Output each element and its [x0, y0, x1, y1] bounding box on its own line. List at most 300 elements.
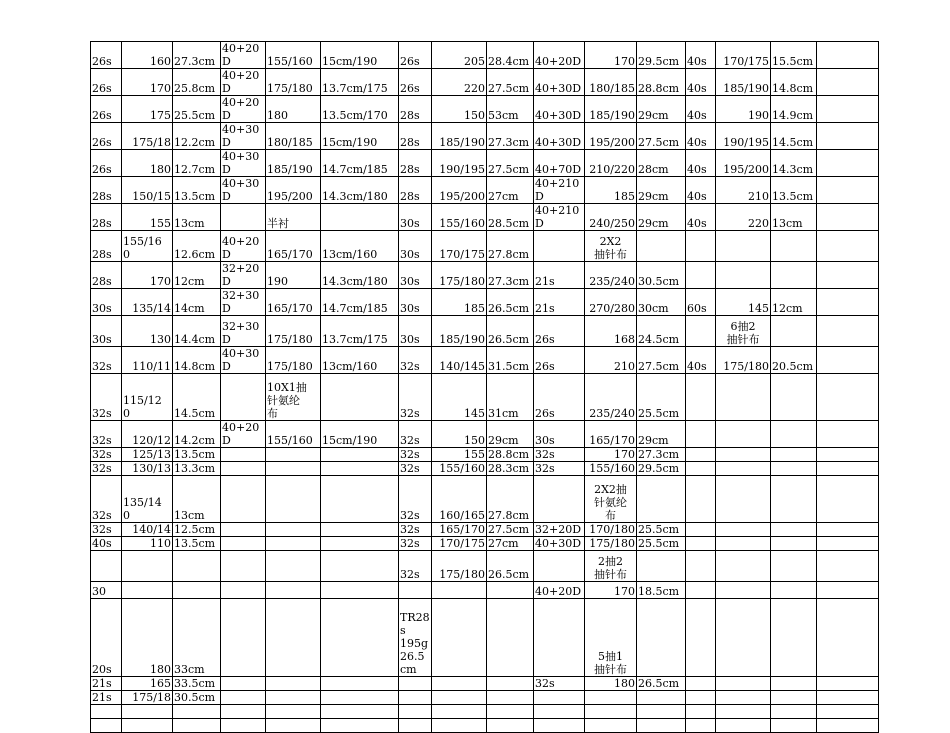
table-cell: [771, 551, 817, 582]
table-cell: 14.2cm: [173, 421, 221, 448]
table-cell: 28s: [91, 231, 122, 262]
table-cell: [221, 582, 266, 599]
table-cell: [399, 705, 432, 719]
table-cell: 168: [585, 316, 637, 347]
table-cell: [686, 421, 716, 448]
table-cell: 30: [91, 582, 122, 599]
table-cell: 30s: [399, 289, 432, 316]
table-cell: [686, 582, 716, 599]
table-cell: [817, 69, 879, 96]
table-cell: [534, 476, 585, 523]
table-cell: [321, 476, 399, 523]
table-cell: 190/195: [432, 150, 487, 177]
table-cell: [817, 677, 879, 691]
table-cell: [221, 476, 266, 523]
table-cell: [716, 374, 771, 421]
table-cell: 27cm: [487, 537, 534, 551]
table-cell: 29cm: [637, 421, 686, 448]
table-cell: 32s: [399, 537, 432, 551]
table-cell: [686, 599, 716, 677]
table-cell: 28.3cm: [487, 462, 534, 476]
table-cell: 12.6cm: [173, 231, 221, 262]
table-cell: 205: [432, 42, 487, 69]
table-cell: 165: [122, 677, 173, 691]
table-cell: 21s: [91, 691, 122, 705]
table-cell: [817, 462, 879, 476]
table-cell: [716, 691, 771, 705]
table-cell: [771, 705, 817, 719]
table-cell: [686, 476, 716, 523]
table-cell: [266, 599, 321, 677]
table-cell: 185: [432, 289, 487, 316]
table-cell: [321, 462, 399, 476]
table-cell: 32s: [399, 523, 432, 537]
table-cell: 40+20D: [221, 421, 266, 448]
table-cell: [817, 123, 879, 150]
table-cell: 155: [122, 204, 173, 231]
table-cell: [399, 677, 432, 691]
table-cell: [817, 551, 879, 582]
table-cell: 190: [716, 96, 771, 123]
table-cell: [637, 231, 686, 262]
table-cell: 14.3cm: [771, 150, 817, 177]
table-cell: 40+20D: [221, 231, 266, 262]
table-cell: 27.5cm: [637, 347, 686, 374]
table-cell: [266, 448, 321, 462]
table-cell: [771, 262, 817, 289]
table-cell: 175/180: [432, 551, 487, 582]
table-cell: 40+20D: [534, 582, 585, 599]
table-cell: 185/190: [432, 123, 487, 150]
table-cell: [221, 691, 266, 705]
table-cell: 32s: [399, 551, 432, 582]
table-cell: [321, 448, 399, 462]
table-cell: [221, 719, 266, 733]
table-cell: [321, 599, 399, 677]
table-cell: [221, 374, 266, 421]
table-cell: [266, 691, 321, 705]
table-cell: 180: [122, 150, 173, 177]
table-cell: [686, 523, 716, 537]
table-row: [91, 204, 879, 231]
table-cell: 12.5cm: [173, 523, 221, 537]
table-cell: [771, 582, 817, 599]
table-cell: [221, 705, 266, 719]
table-cell: 31.5cm: [487, 347, 534, 374]
table-cell: 30s: [91, 289, 122, 316]
table-cell: [122, 705, 173, 719]
table-cell: 33.5cm: [173, 677, 221, 691]
table-cell: 195/200: [716, 150, 771, 177]
table-cell: 40+20D: [221, 42, 266, 69]
table-cell: 20s: [91, 599, 122, 677]
table-cell: 165/170: [432, 523, 487, 537]
table-cell: 210: [585, 347, 637, 374]
table-cell: [637, 599, 686, 677]
table-cell: [716, 582, 771, 599]
table-cell: [534, 599, 585, 677]
table-cell: 115/12 0: [122, 374, 173, 421]
table-cell: [585, 691, 637, 705]
table-cell: 26.5cm: [637, 677, 686, 691]
table-cell: 32s: [91, 448, 122, 462]
table-cell: 25.8cm: [173, 69, 221, 96]
table-cell: 26.5cm: [487, 289, 534, 316]
table-cell: [817, 262, 879, 289]
table-cell: 130/13: [122, 462, 173, 476]
table-cell: 13.5cm/170: [321, 96, 399, 123]
table-cell: 40+20D: [221, 96, 266, 123]
table-cell: [716, 421, 771, 448]
table-cell: [91, 719, 122, 733]
table-cell: [122, 719, 173, 733]
table-cell: [487, 705, 534, 719]
table-cell: 14.5cm: [771, 123, 817, 150]
table-cell: 40+30D: [534, 123, 585, 150]
table-cell: 15cm/190: [321, 421, 399, 448]
table-cell: 185/190: [266, 150, 321, 177]
table-cell: [266, 719, 321, 733]
table-cell: 170: [585, 582, 637, 599]
table-cell: 165/170: [266, 231, 321, 262]
table-cell: 25.5cm: [637, 523, 686, 537]
table-cell: 13cm/160: [321, 231, 399, 262]
table-cell: 32s: [399, 476, 432, 523]
table-cell: [221, 448, 266, 462]
table-cell: 175/180: [716, 347, 771, 374]
table-cell: 13.5cm: [173, 448, 221, 462]
table-cell: [221, 551, 266, 582]
table-cell: [686, 231, 716, 262]
table-cell: 32s: [399, 462, 432, 476]
table-cell: 27.8cm: [487, 476, 534, 523]
table-cell: 32s: [91, 462, 122, 476]
table-cell: 32s: [399, 421, 432, 448]
table-cell: [817, 96, 879, 123]
table-cell: 190/195: [716, 123, 771, 150]
table-cell: [585, 705, 637, 719]
table-cell: [637, 719, 686, 733]
table-cell: 5抽1 抽针布: [585, 599, 637, 677]
table-cell: [399, 582, 432, 599]
table-cell: 13.5cm: [771, 177, 817, 204]
spec-table-body: [91, 42, 879, 733]
table-cell: 32+20D: [221, 262, 266, 289]
table-cell: 180/185: [585, 69, 637, 96]
table-cell: 40+30D: [221, 347, 266, 374]
table-cell: [266, 705, 321, 719]
table-cell: [771, 599, 817, 677]
table-cell: [321, 582, 399, 599]
table-cell: 190: [266, 262, 321, 289]
table-row: [91, 677, 879, 691]
table-cell: [585, 719, 637, 733]
table-cell: 240/250: [585, 204, 637, 231]
table-cell: [771, 677, 817, 691]
table-cell: 135/14: [122, 289, 173, 316]
table-cell: 32s: [91, 421, 122, 448]
table-cell: [637, 476, 686, 523]
table-cell: 170: [122, 69, 173, 96]
table-cell: 40s: [686, 69, 716, 96]
table-cell: 40s: [686, 123, 716, 150]
table-cell: 30.5cm: [637, 262, 686, 289]
table-cell: 32s: [399, 374, 432, 421]
table-row: [91, 347, 879, 374]
table-cell: 28s: [91, 262, 122, 289]
table-cell: 28s: [399, 177, 432, 204]
table-row: [91, 289, 879, 316]
table-cell: [534, 719, 585, 733]
table-row: [91, 421, 879, 448]
spec-table: [90, 41, 879, 733]
table-cell: 40s: [91, 537, 122, 551]
table-cell: 32+20D: [534, 523, 585, 537]
table-cell: 27.8cm: [487, 231, 534, 262]
table-cell: 155/160: [266, 42, 321, 69]
table-cell: [91, 551, 122, 582]
table-cell: 175: [122, 96, 173, 123]
table-row: [91, 599, 879, 677]
table-cell: 14.3cm/180: [321, 262, 399, 289]
table-cell: 29cm: [637, 177, 686, 204]
table-cell: 175/18: [122, 123, 173, 150]
table-cell: [321, 691, 399, 705]
table-cell: 235/240: [585, 262, 637, 289]
table-cell: 160/165: [432, 476, 487, 523]
table-cell: [716, 448, 771, 462]
table-cell: 140/145: [432, 347, 487, 374]
table-cell: 28s: [399, 96, 432, 123]
table-cell: 175/180: [266, 69, 321, 96]
table-cell: 170: [585, 42, 637, 69]
table-cell: 21s: [91, 677, 122, 691]
table-cell: [432, 599, 487, 677]
table-row: [91, 69, 879, 96]
table-cell: 180: [122, 599, 173, 677]
table-cell: 32s: [91, 374, 122, 421]
table-cell: 40+210D: [534, 204, 585, 231]
table-cell: 26s: [399, 69, 432, 96]
table-row: [91, 476, 879, 523]
table-row: [91, 374, 879, 421]
table-cell: 29cm: [637, 96, 686, 123]
table-cell: 14.7cm/185: [321, 150, 399, 177]
table-cell: [321, 374, 399, 421]
table-cell: 28s: [399, 150, 432, 177]
table-cell: [221, 462, 266, 476]
table-cell: [686, 551, 716, 582]
table-cell: 185/190: [432, 316, 487, 347]
table-cell: [173, 719, 221, 733]
table-row: [91, 719, 879, 733]
table-cell: 12.7cm: [173, 150, 221, 177]
table-cell: 30cm: [637, 289, 686, 316]
table-cell: 155/16 0: [122, 231, 173, 262]
table-cell: 13.7cm/175: [321, 316, 399, 347]
table-cell: 40+30D: [534, 537, 585, 551]
table-cell: 40+20D: [534, 42, 585, 69]
table-cell: [771, 523, 817, 537]
table-cell: [534, 551, 585, 582]
table-row: [91, 537, 879, 551]
table-cell: [817, 150, 879, 177]
table-cell: [716, 476, 771, 523]
table-row: [91, 582, 879, 599]
table-cell: 32s: [91, 476, 122, 523]
table-cell: [321, 204, 399, 231]
table-cell: 27.5cm: [637, 123, 686, 150]
table-cell: 6抽2 抽针布: [716, 316, 771, 347]
table-cell: 30s: [91, 316, 122, 347]
table-cell: 30s: [534, 421, 585, 448]
table-cell: 13.5cm: [173, 177, 221, 204]
table-row: [91, 96, 879, 123]
table-cell: [91, 705, 122, 719]
table-cell: 27.5cm: [487, 69, 534, 96]
table-cell: [173, 705, 221, 719]
table-cell: 2X2抽 针氨纶 布: [585, 476, 637, 523]
table-cell: [817, 289, 879, 316]
table-cell: [637, 705, 686, 719]
table-row: [91, 231, 879, 262]
table-cell: 14.3cm/180: [321, 177, 399, 204]
table-cell: 170/175: [716, 42, 771, 69]
table-cell: [534, 705, 585, 719]
table-cell: [771, 231, 817, 262]
table-cell: 32s: [91, 523, 122, 537]
table-cell: [817, 691, 879, 705]
table-cell: 26s: [399, 42, 432, 69]
table-cell: [399, 719, 432, 733]
table-cell: 27cm: [487, 177, 534, 204]
table-cell: [817, 204, 879, 231]
table-cell: 160: [122, 42, 173, 69]
table-cell: 150: [432, 421, 487, 448]
table-cell: 40+30D: [221, 150, 266, 177]
table-cell: [817, 374, 879, 421]
table-cell: [771, 462, 817, 476]
table-cell: 32s: [534, 462, 585, 476]
table-cell: 33cm: [173, 599, 221, 677]
table-cell: 26s: [91, 96, 122, 123]
table-cell: 13cm: [173, 476, 221, 523]
table-cell: 30s: [399, 316, 432, 347]
table-cell: [432, 691, 487, 705]
table-cell: [686, 462, 716, 476]
table-cell: 27.5cm: [487, 150, 534, 177]
table-cell: [432, 677, 487, 691]
table-cell: 半衬: [266, 204, 321, 231]
table-cell: 40+30D: [534, 96, 585, 123]
table-cell: [716, 537, 771, 551]
table-cell: [321, 677, 399, 691]
table-cell: 32s: [534, 677, 585, 691]
table-cell: 30.5cm: [173, 691, 221, 705]
table-cell: 28.5cm: [487, 204, 534, 231]
table-cell: 270/280: [585, 289, 637, 316]
table-cell: 14.4cm: [173, 316, 221, 347]
table-cell: 26s: [534, 347, 585, 374]
table-cell: [637, 551, 686, 582]
table-cell: [432, 705, 487, 719]
table-cell: 28.4cm: [487, 42, 534, 69]
table-cell: 13.5cm: [173, 537, 221, 551]
table-cell: 13.3cm: [173, 462, 221, 476]
table-cell: 30s: [399, 231, 432, 262]
table-cell: 185/190: [585, 96, 637, 123]
table-cell: 40s: [686, 96, 716, 123]
table-cell: 175/18: [122, 691, 173, 705]
table-cell: 130: [122, 316, 173, 347]
table-cell: 210: [716, 177, 771, 204]
table-cell: [817, 177, 879, 204]
table-cell: [122, 551, 173, 582]
table-cell: 180: [585, 677, 637, 691]
table-cell: [716, 231, 771, 262]
table-cell: 185/190: [716, 69, 771, 96]
table-cell: 175/180: [266, 316, 321, 347]
table-cell: [432, 582, 487, 599]
table-cell: [266, 476, 321, 523]
table-cell: 13cm: [771, 204, 817, 231]
table-cell: 110: [122, 537, 173, 551]
table-cell: [686, 719, 716, 733]
table-cell: [221, 537, 266, 551]
table-cell: 40s: [686, 177, 716, 204]
table-cell: 40+70D: [534, 150, 585, 177]
table-cell: 31cm: [487, 374, 534, 421]
table-cell: 18.5cm: [637, 582, 686, 599]
table-cell: 125/13: [122, 448, 173, 462]
table-cell: 14.7cm/185: [321, 289, 399, 316]
table-cell: 140/14: [122, 523, 173, 537]
table-cell: 27.3cm: [487, 123, 534, 150]
table-cell: 32+30D: [221, 316, 266, 347]
table-cell: 27.5cm: [487, 523, 534, 537]
table-cell: [771, 448, 817, 462]
table-cell: [266, 537, 321, 551]
table-cell: 40s: [686, 42, 716, 69]
table-cell: [817, 316, 879, 347]
table-cell: 26.5cm: [487, 551, 534, 582]
table-cell: [686, 262, 716, 289]
table-cell: [487, 691, 534, 705]
table-cell: 28.8cm: [637, 69, 686, 96]
table-cell: [173, 551, 221, 582]
table-row: [91, 123, 879, 150]
table-cell: 26s: [534, 374, 585, 421]
table-cell: 32s: [534, 448, 585, 462]
table-cell: 40+210D: [534, 177, 585, 204]
table-row: [91, 705, 879, 719]
table-cell: 60s: [686, 289, 716, 316]
table-row: [91, 462, 879, 476]
table-cell: 13cm/160: [321, 347, 399, 374]
table-cell: 195/200: [432, 177, 487, 204]
table-cell: 175/180: [585, 537, 637, 551]
table-cell: [771, 537, 817, 551]
table-cell: 150: [432, 96, 487, 123]
table-cell: 29.5cm: [637, 42, 686, 69]
table-cell: 30s: [399, 262, 432, 289]
table-cell: 28.8cm: [487, 448, 534, 462]
table-cell: [487, 719, 534, 733]
table-cell: 40+30D: [534, 69, 585, 96]
table-cell: 170: [122, 262, 173, 289]
table-cell: 195/200: [585, 123, 637, 150]
table-cell: [487, 582, 534, 599]
